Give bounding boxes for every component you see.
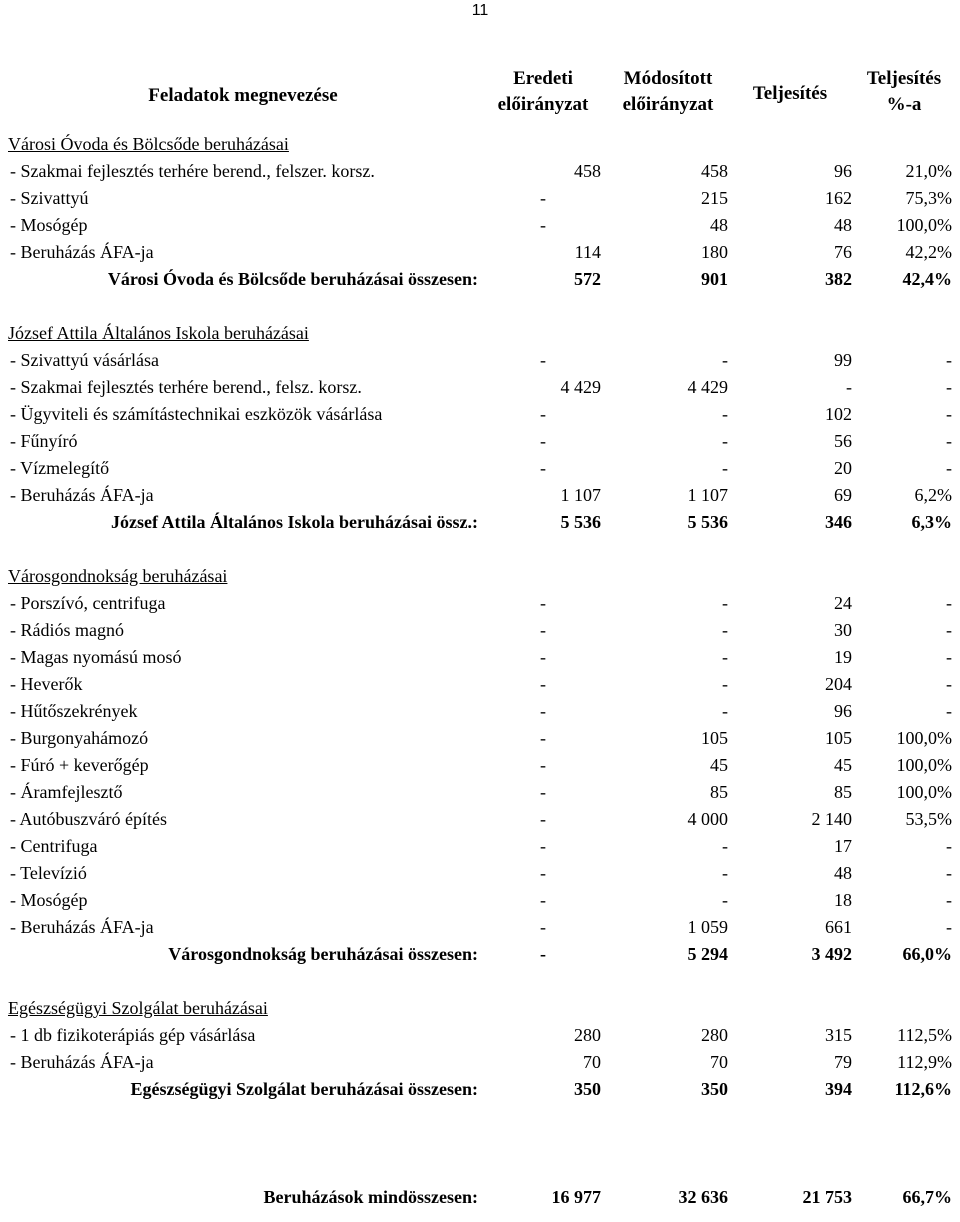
original-appropriation-value: 572 [574,269,601,289]
fulfilment-value: 69 [834,485,852,505]
total-label: Városi Óvoda és Bölcsőde beruházásai összesen: [107,269,478,289]
total-row [0,266,960,293]
fulfilment-value: 3 492 [811,944,852,964]
fulfilment-percent-value: - [946,404,952,424]
item-label: - Rádiós magnó [10,620,124,640]
fulfilment-value: 76 [834,242,852,262]
fulfilment-value: 30 [834,620,852,640]
table-row [0,374,960,401]
fulfilment-percent-value: 112,6% [894,1079,952,1099]
fulfilment-percent-value: 42,4% [902,269,952,289]
modified-appropriation-value: 85 [710,782,728,802]
item-label: - Fúró + keverőgép [10,755,149,775]
fulfilment-percent-value: 6,3% [911,512,952,532]
fulfilment-value: 382 [825,269,852,289]
original-appropriation-value: - [540,917,546,937]
item-label: - 1 db fizikoterápiás gép vásárlása [10,1025,256,1045]
item-label: - Áramfejlesztő [10,782,123,802]
fulfilment-percent-value: - [946,350,952,370]
item-label: - Ügyviteli és számítástechnikai eszközök vásárlása [10,404,383,424]
modified-appropriation-value: 48 [710,215,728,235]
table-row [0,1022,960,1049]
fulfilment-value: 24 [834,593,852,613]
modified-appropriation-value: 215 [701,188,728,208]
item-label: - Autóbuszváró építés [10,809,167,829]
original-appropriation-value: - [540,755,546,775]
spacer-row [0,1103,960,1130]
item-label: - Burgonyahámozó [10,728,149,748]
modified-appropriation-value: - [722,404,728,424]
item-label: - Beruházás ÁFA-ja [10,242,154,262]
table-row [0,833,960,860]
modified-appropriation-value: 4 000 [687,809,728,829]
item-label: - Vízmelegítő [10,458,110,478]
fulfilment-value: 661 [825,917,852,937]
fulfilment-percent-value: - [946,836,952,856]
total-label: Beruházások mindösszesen: [263,1187,478,1207]
original-appropriation-value: - [540,674,546,694]
original-appropriation-value: - [540,431,546,451]
original-appropriation-value: - [540,782,546,802]
modified-appropriation-value: 1 107 [687,485,728,505]
modified-appropriation-value: - [722,593,728,613]
original-appropriation-value: 4 429 [560,377,601,397]
table-row [0,1049,960,1076]
modified-appropriation-value: 5 294 [687,944,728,964]
fulfilment-value: 56 [834,431,852,451]
fulfilment-value: 20 [834,458,852,478]
fulfilment-percent-value: 75,3% [905,188,952,208]
item-label: - Hűtőszekrények [10,701,138,721]
fulfilment-value: 79 [834,1052,852,1072]
total-label: Egészségügyi Szolgálat beruházásai összesen: [130,1079,478,1099]
table-row [0,185,960,212]
fulfilment-percent-value: 66,0% [902,944,952,964]
modified-appropriation-value: - [722,836,728,856]
original-appropriation-value: 5 536 [560,512,601,532]
fulfilment-percent-value: - [946,701,952,721]
fulfilment-value: 48 [834,215,852,235]
modified-appropriation-value: 901 [701,269,728,289]
section-title: József Attila Általános Iskola beruházásai [8,323,309,343]
original-appropriation-value: 350 [574,1079,601,1099]
fulfilment-value: 102 [825,404,852,424]
spacer-row [0,293,960,320]
original-appropriation-value: - [540,944,546,964]
table-row [0,725,960,752]
item-label: - Beruházás ÁFA-ja [10,485,154,505]
table-header [0,66,960,126]
fulfilment-percent-value: 100,0% [896,782,952,802]
fulfilment-percent-value: 100,0% [896,755,952,775]
fulfilment-percent-value: - [946,890,952,910]
fulfilment-percent-value: 112,5% [897,1025,952,1045]
table-row [0,239,960,266]
item-label: - Mosógép [10,215,88,235]
original-appropriation-value: 280 [574,1025,601,1045]
fulfilment-value: 2 140 [811,809,852,829]
fulfilment-percent-value: - [946,620,952,640]
original-appropriation-value: 16 977 [551,1187,601,1207]
item-label: - Magas nyomású mosó [10,647,182,667]
original-appropriation-value: 1 107 [560,485,601,505]
table-row [0,752,960,779]
total-row [0,509,960,536]
original-appropriation-value: - [540,728,546,748]
modified-appropriation-value: - [722,350,728,370]
original-appropriation-value: - [540,863,546,883]
section-title-row [0,995,960,1022]
section-title-row [0,320,960,347]
original-appropriation-value: - [540,620,546,640]
original-appropriation-value: 114 [574,242,601,262]
item-label: - Heverők [10,674,83,694]
fulfilment-percent-value: 21,0% [905,161,952,181]
modified-appropriation-value: 1 059 [687,917,728,937]
table-row [0,212,960,239]
item-label: - Mosógép [10,890,88,910]
modified-appropriation-value: - [722,647,728,667]
fulfilment-value: 21 753 [802,1187,852,1207]
original-appropriation-value: 70 [583,1052,601,1072]
original-appropriation-value: - [540,701,546,721]
table-row [0,401,960,428]
section-title: Városgondnokság beruházásai [8,566,228,586]
fulfilment-percent-value: - [946,377,952,397]
fulfilment-percent-value: - [946,458,952,478]
fulfilment-percent-value: - [946,863,952,883]
fulfilment-value: - [846,377,852,397]
item-label: - Fűnyíró [10,431,78,451]
table-row [0,158,960,185]
original-appropriation-value: - [540,647,546,667]
fulfilment-percent-value: 100,0% [896,215,952,235]
original-appropriation-value: 458 [574,161,601,181]
modified-appropriation-value: - [722,863,728,883]
table-row [0,455,960,482]
modified-appropriation-value: 458 [701,161,728,181]
fulfilment-value: 96 [834,701,852,721]
fulfilment-value: 394 [825,1079,852,1099]
header-fulfilment-percent: Teljesítés %-a [866,68,942,115]
fulfilment-value: 204 [825,674,852,694]
table-row [0,860,960,887]
fulfilment-value: 346 [825,512,852,532]
item-label: - Beruházás ÁFA-ja [10,917,154,937]
item-label: - Szakmai fejlesztés terhére berend., felsz. korsz. [10,377,362,397]
header-original-appropriation: Eredeti előirányzat [497,68,589,115]
fulfilment-value: 99 [834,350,852,370]
modified-appropriation-value: - [722,701,728,721]
item-label: - Porszívó, centrifuga [10,593,166,613]
table-row [0,590,960,617]
original-appropriation-value: - [540,890,546,910]
modified-appropriation-value: 350 [701,1079,728,1099]
item-label: - Televízió [10,863,87,883]
table-row [0,887,960,914]
original-appropriation-value: - [540,458,546,478]
modified-appropriation-value: - [722,458,728,478]
header-fulfilment: Teljesítés [752,83,828,104]
table-row [0,644,960,671]
total-row [0,941,960,968]
section-title: Egészségügyi Szolgálat beruházásai [8,998,268,1018]
fulfilment-value: 18 [834,890,852,910]
fulfilment-value: 17 [834,836,852,856]
table-row [0,482,960,509]
table-row [0,914,960,941]
fulfilment-percent-value: 42,2% [905,242,952,262]
item-label: - Szivattyú [10,188,89,208]
fulfilment-value: 45 [834,755,852,775]
total-label: Városgondnokság beruházásai összesen: [168,944,478,964]
section-title-row [0,131,960,158]
total-row [0,1076,960,1103]
modified-appropriation-value: 45 [710,755,728,775]
fulfilment-percent-value: - [946,674,952,694]
spacer-row [0,536,960,563]
fulfilment-percent-value: 100,0% [896,728,952,748]
item-label: - Centrifuga [10,836,98,856]
original-appropriation-value: - [540,188,546,208]
header-modified-appropriation: Módosított előirányzat [622,68,714,115]
table-row [0,347,960,374]
fulfilment-value: 96 [834,161,852,181]
original-appropriation-value: - [540,404,546,424]
table-row [0,617,960,644]
section-title: Városi Óvoda és Bölcsőde beruházásai [8,134,289,154]
spacer-row [0,1157,960,1184]
fulfilment-percent-value: - [946,647,952,667]
section-title-row [0,563,960,590]
original-appropriation-value: - [540,809,546,829]
modified-appropriation-value: - [722,431,728,451]
table-row [0,698,960,725]
modified-appropriation-value: 5 536 [687,512,728,532]
total-label: József Attila Általános Iskola beruházásai össz.: [110,512,478,532]
fulfilment-percent-value: 6,2% [914,485,952,505]
modified-appropriation-value: - [722,674,728,694]
fulfilment-value: 162 [825,188,852,208]
fulfilment-percent-value: 112,9% [897,1052,952,1072]
table-row [0,428,960,455]
spacer-row [0,1130,960,1157]
original-appropriation-value: - [540,836,546,856]
table-row [0,806,960,833]
total-row [0,1184,960,1211]
header-task-name: Feladatok megnevezése [148,85,338,106]
fulfilment-percent-value: 53,5% [905,809,952,829]
original-appropriation-value: - [540,593,546,613]
page-number: 11 [471,2,489,19]
modified-appropriation-value: 32 636 [678,1187,728,1207]
original-appropriation-value: - [540,215,546,235]
fulfilment-value: 48 [834,863,852,883]
table-row [0,671,960,698]
fulfilment-value: 315 [825,1025,852,1045]
modified-appropriation-value: 280 [701,1025,728,1045]
item-label: - Beruházás ÁFA-ja [10,1052,154,1072]
fulfilment-percent-value: - [946,593,952,613]
spacer-row [0,968,960,995]
modified-appropriation-value: 105 [701,728,728,748]
modified-appropriation-value: - [722,890,728,910]
modified-appropriation-value: 180 [701,242,728,262]
table-row [0,779,960,806]
item-label: - Szakmai fejlesztés terhére berend., felszer. korsz. [10,161,375,181]
fulfilment-value: 85 [834,782,852,802]
fulfilment-value: 105 [825,728,852,748]
fulfilment-percent-value: - [946,431,952,451]
modified-appropriation-value: 70 [710,1052,728,1072]
original-appropriation-value: - [540,350,546,370]
fulfilment-percent-value: 66,7% [902,1187,952,1207]
item-label: - Szivattyú vásárlása [10,350,159,370]
modified-appropriation-value: 4 429 [687,377,728,397]
modified-appropriation-value: - [722,620,728,640]
fulfilment-percent-value: - [946,917,952,937]
fulfilment-value: 19 [834,647,852,667]
